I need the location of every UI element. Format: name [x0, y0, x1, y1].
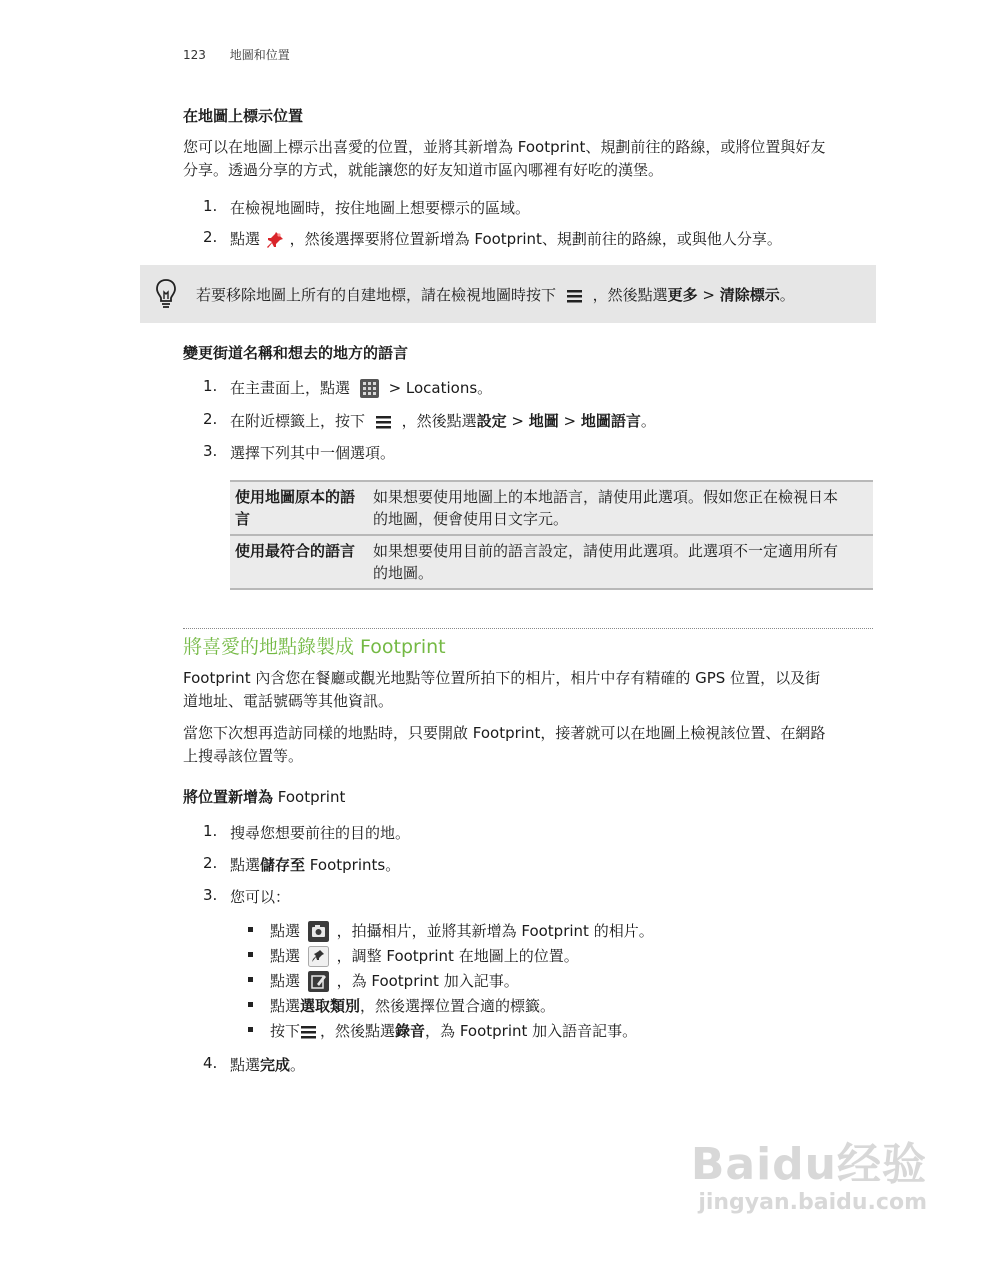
sub-heading-rest: Footprint [273, 788, 346, 806]
bullet-text [270, 1020, 637, 1041]
table-row [230, 481, 873, 535]
sub-heading-add-footprint [183, 786, 345, 807]
step-text-pre: 在主畫面上，點選 [230, 379, 351, 397]
list-item [203, 442, 883, 464]
bullet-text-pre: 按下 [270, 1022, 301, 1040]
step-text: 在檢視地圖時，按住地圖上想要標示的區域。 [230, 199, 531, 217]
bullet-text-post: ，拍攝相片，並將其新增為 Footprint 的相片。 [336, 922, 654, 940]
revisit-paragraph [183, 722, 825, 768]
section-title-footprint: 將喜愛的地點錄製成 Footprint [183, 636, 446, 658]
bullet-text-pre: 點選 [270, 972, 301, 990]
bullet-text-pre: 點選 [270, 997, 301, 1015]
save-to-label: 儲存至 [260, 856, 306, 874]
step-number: 4. [203, 1054, 218, 1072]
bullet-text-post: ，為 Footprint 加入語音記事。 [425, 1022, 638, 1040]
menu-icon [300, 1024, 317, 1040]
list-item [203, 228, 883, 252]
paragraph-line: 當您下次想再造訪同樣的地點時，只要開啟 Footprint，接著就可以在地圖上檢視該位置、在網路 [183, 724, 826, 742]
step-number: 2. [203, 854, 218, 872]
tip-more-label: 更多 [667, 286, 698, 304]
bullet-text-post: ，為 Footprint 加入記事。 [336, 972, 519, 990]
list-item [203, 854, 883, 876]
option-line: 使用地圖原本的語 [235, 488, 356, 506]
watermark-logo: Baidu经验 [690, 1139, 927, 1190]
list-item [203, 197, 883, 219]
bullet-dot [248, 927, 253, 932]
tip-text-pre: 若要移除地圖上所有的自建地標，請在檢視地圖時按下 [196, 286, 557, 304]
intro-line: 您可以在地圖上標示出喜愛的位置，並將其新增為 Footprint、規劃前往的路線，或將位置與好友 [183, 138, 826, 156]
bullet-text [270, 995, 555, 1016]
step-text-pre: 在附近標籤上，按下 [230, 412, 366, 430]
list-item [203, 1054, 883, 1076]
bullet-text [270, 920, 654, 942]
option-line: 使用最符合的語言 [235, 542, 356, 560]
paragraph-line: Footprint 內含您在餐廳或觀光地點等位置所拍下的相片，相片中存有精確的 GPS 位置，以及街 [183, 669, 821, 687]
table-cell-description [368, 535, 873, 589]
step-number: 3. [203, 886, 218, 904]
step-number: 1. [203, 377, 218, 395]
lightbulb-icon [154, 278, 178, 310]
option-line: 言 [235, 510, 251, 528]
bullet-text-pre: 點選 [270, 922, 301, 940]
tip-text [196, 284, 795, 305]
menu-icon [375, 414, 392, 430]
table-row [230, 535, 873, 589]
pushpin-icon [265, 230, 285, 250]
chapter-title: 地圖和位置 [229, 48, 290, 62]
page-header [183, 46, 290, 63]
camera-icon [308, 921, 329, 942]
bullet-dot [248, 952, 253, 957]
step-number: 2. [203, 410, 218, 428]
bullet-text-post: ，然後選擇位置合適的標籤。 [360, 997, 556, 1015]
watermark [691, 1140, 927, 1215]
bullet-dot [248, 1027, 253, 1032]
sub-heading-bold: 將位置新增為 [183, 788, 274, 806]
tip-text-mid: ，然後點選 [592, 286, 668, 304]
paragraph-line: 上搜尋該位置等。 [183, 747, 304, 765]
tip-clear-label: 清除標示 [719, 286, 780, 304]
tip-end: 。 [779, 286, 795, 304]
step-text [230, 228, 782, 250]
list-item [203, 377, 883, 401]
all-apps-icon [360, 379, 379, 398]
settings-label: 設定 [476, 412, 507, 430]
step-text-mid: ，然後點選 [401, 412, 477, 430]
step-text: 選擇下列其中一個選項。 [230, 444, 396, 462]
step-text [230, 1054, 305, 1075]
bullet-item [248, 1020, 868, 1042]
table-cell-description [368, 481, 873, 535]
step-text-pre: 點選 [230, 230, 261, 248]
step-number: 2. [203, 228, 218, 246]
step-text [230, 854, 400, 875]
step-number: 1. [203, 822, 218, 840]
bullet-item [248, 945, 868, 967]
step-text-pre: 點選 [230, 1056, 261, 1074]
step-text-post: ，然後選擇要將位置新增為 Footprint、規劃前往的路線，或與他人分享。 [289, 230, 782, 248]
bullet-item [248, 970, 868, 992]
section-heading-mark-location: 在地圖上標示位置 [183, 107, 304, 125]
step-text-post: Footprints。 [305, 856, 401, 874]
table-cell-option [230, 481, 368, 535]
table-cell-option [230, 535, 368, 589]
step-number: 1. [203, 197, 218, 215]
step-text: 搜尋您想要前往的目的地。 [230, 824, 411, 842]
step-text: 您可以： [230, 888, 291, 906]
step-end: 。 [290, 1056, 306, 1074]
list-item [203, 822, 883, 844]
bullet-text [270, 970, 519, 992]
bullet-text-pre: 點選 [270, 947, 301, 965]
step-text [230, 410, 656, 431]
tip-sep: > [697, 286, 720, 304]
intro-line: 分享。透過分享的方式，就能讓您的好友知道市區內哪裡有好吃的漢堡。 [183, 161, 664, 179]
page-number: 123 [183, 48, 206, 62]
step-text-pre: 點選 [230, 856, 261, 874]
section-heading-language: 變更街道名稱和想去的地方的語言 [183, 344, 409, 362]
desc-line: 的地圖，便會使用日文字元。 [373, 510, 569, 528]
bullet-text-post: ，調整 Footprint 在地圖上的位置。 [336, 947, 579, 965]
step-number: 3. [203, 442, 218, 460]
bullet-text-mid: ，然後點選 [320, 1022, 396, 1040]
footprint-paragraph [183, 667, 820, 713]
done-label: 完成 [260, 1056, 291, 1074]
sep: > [506, 412, 529, 430]
desc-line: 如果想要使用目前的語言設定，請使用此選項。此選項不一定適用所有 [373, 542, 839, 560]
bullet-item [248, 920, 868, 942]
sep: > [558, 412, 581, 430]
section-divider [183, 628, 873, 629]
step-end: 。 [640, 412, 656, 430]
bullet-dot [248, 977, 253, 982]
step-text-post: > Locations。 [388, 379, 493, 397]
list-item [203, 886, 883, 908]
step-text [230, 377, 492, 398]
tip-box [140, 265, 876, 323]
note-icon [308, 971, 329, 992]
bullet-dot [248, 1002, 253, 1007]
menu-icon [566, 288, 583, 304]
intro-paragraph [183, 136, 825, 182]
map-language-label: 地圖語言 [580, 412, 641, 430]
bullet-text [270, 945, 579, 967]
watermark-url: jingyan.baidu.com [698, 1190, 927, 1215]
language-options-table [230, 480, 873, 590]
pin-icon [308, 946, 329, 967]
desc-line: 如果想要使用地圖上的本地語言，請使用此選項。假如您正在檢視日本 [373, 488, 839, 506]
paragraph-line: 道地址、電話號碼等其他資訊。 [183, 692, 394, 710]
map-label: 地圖 [528, 412, 559, 430]
record-label: 錄音 [395, 1022, 426, 1040]
list-item [203, 410, 883, 434]
select-category-label: 選取類別 [300, 997, 361, 1015]
desc-line: 的地圖。 [373, 564, 434, 582]
bullet-item [248, 995, 868, 1017]
